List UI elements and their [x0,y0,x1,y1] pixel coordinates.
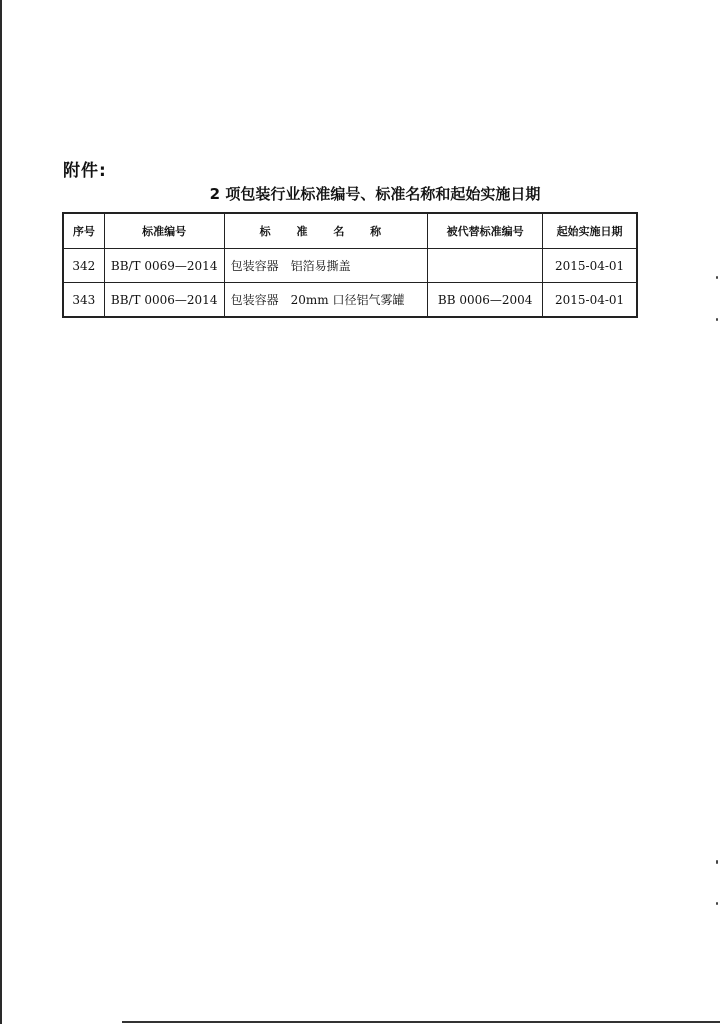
document-title: 2 项包装行业标准编号、标准名称和起始实施日期 [209,185,541,203]
cell-start-date: 2015-04-01 [543,283,637,318]
cell-start-date: 2015-04-01 [543,249,637,283]
cell-standard-code: BB/T 0069—2014 [104,249,224,283]
header-standard-name: 标 准 名 称 [224,213,428,249]
scan-speck [716,276,718,279]
header-start-date: 起始实施日期 [543,213,637,249]
scan-speck [716,318,718,321]
header-replaced-code: 被代替标准编号 [428,213,543,249]
cell-replaced-code [428,249,543,283]
scan-speck [716,860,718,864]
cell-seq: 343 [63,283,104,318]
attachment-label: 附件: [63,161,107,181]
table-row [63,283,637,318]
standards-table [62,212,638,318]
cell-standard-code: BB/T 0006—2014 [104,283,224,318]
header-seq: 序号 [63,213,104,249]
header-standard-code: 标准编号 [104,213,224,249]
table-header-row [63,213,637,249]
scan-edge-bottom [122,1021,720,1023]
table-row [63,249,637,283]
cell-seq: 342 [63,249,104,283]
scan-edge-left [0,0,2,1024]
cell-standard-name: 包装容器 20mm 口径铝气雾罐 [224,283,428,318]
scan-speck [716,902,718,905]
cell-replaced-code: BB 0006—2004 [428,283,543,318]
cell-standard-name: 包装容器 铝箔易撕盖 [224,249,428,283]
